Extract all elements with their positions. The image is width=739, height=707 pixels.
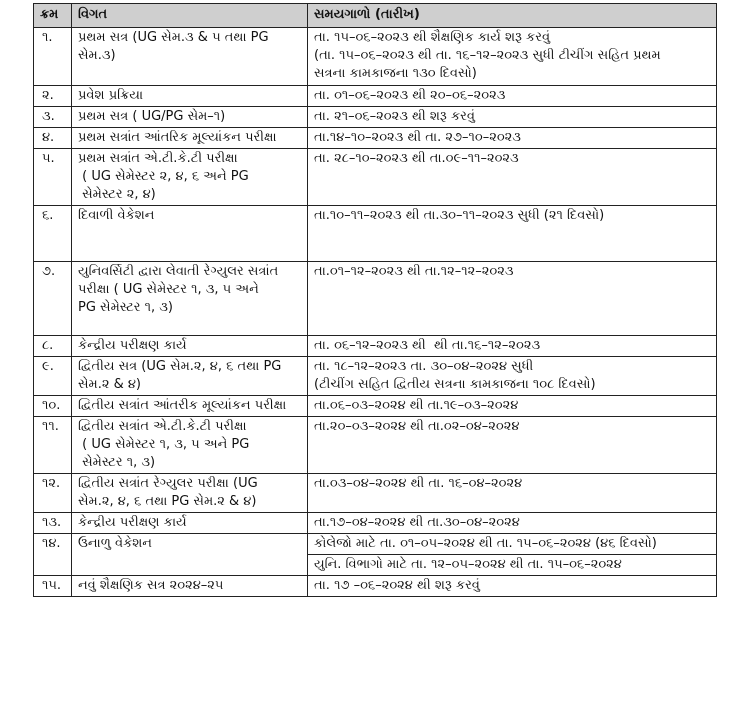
detail-cell (72, 28, 308, 86)
table-row (34, 107, 717, 128)
cell-line: ( UG સેમેસ્ટર ૨, ૪, ૬ અને PG (78, 169, 249, 184)
table-row (34, 28, 717, 86)
cell-line: સેમેસ્ટર ૨, ૪) (78, 187, 156, 202)
cell-line: પ્રથમ સત્રાંત આંતરિક મૂલ્યાંકન પરીક્ષા (78, 130, 277, 145)
serial-cell: ૩. (34, 107, 72, 128)
cell-line: યુનિ. વિભાગો માટે તા. ૧૨–૦૫–૨૦૨૪ થી તા. ૧૫–૦૬–૨૦૨૪ (314, 557, 622, 572)
period-cell (308, 534, 717, 555)
period-cell (308, 262, 717, 336)
cell-line: સેમ.૩) (78, 48, 116, 63)
table-row (34, 474, 717, 513)
detail-cell (72, 396, 308, 417)
cell-line: દિવાળી વેકેશન (78, 208, 155, 223)
period-cell (308, 474, 717, 513)
period-cell (308, 396, 717, 417)
table-row (34, 417, 717, 474)
cell-line: તા. ૧૭ –૦૬–૨૦૨૪ થી શરૂ કરવું (314, 578, 480, 593)
cell-line: નવું શૈક્ષણિક સત્ર ૨૦૨૪–૨૫ (78, 578, 224, 593)
table-row (34, 357, 717, 396)
cell-line: તા. ૦૧–૦૬–૨૦૨૩ થી ૨૦–૦૬–૨૦૨૩ (314, 88, 506, 103)
cell-line: તા. ૧૮–૧૨–૨૦૨૩ તા. ૩૦–૦૪–૨૦૨૪ સુધી (314, 359, 534, 374)
serial-cell: ૧૪. (34, 534, 72, 576)
detail-cell (72, 206, 308, 262)
serial-cell: ૯. (34, 357, 72, 396)
detail-cell (72, 513, 308, 534)
period-cell (308, 513, 717, 534)
period-cell (308, 28, 717, 86)
detail-cell (72, 357, 308, 396)
period-cell (308, 86, 717, 107)
cell-line: પરીક્ષા ( UG સેમેસ્ટર ૧, ૩, ૫ અને (78, 282, 259, 297)
table-row (34, 128, 717, 149)
cell-line: ( UG સેમેસ્ટર ૧, ૩, ૫ અને PG (78, 437, 250, 452)
table-row (34, 513, 717, 534)
cell-line: તા.૦૩–૦૪–૨૦૨૪ થી તા. ૧૬–૦૪–૨૦૨૪ (314, 476, 523, 491)
cell-line: પ્રવેશ પ્રક્રિયા (78, 88, 144, 103)
detail-cell (72, 576, 308, 597)
detail-cell (72, 336, 308, 357)
cell-line: દ્વિતીય સત્રાંત એ.ટી.કે.ટી પરીક્ષા (78, 419, 247, 434)
cell-line: કેન્દ્રીય પરીક્ષણ કાર્ય (78, 515, 187, 530)
table-row (34, 149, 717, 206)
cell-line: દ્વિતીય સત્રાંત આંતરીક મૂલ્યાંકન પરીક્ષા (78, 398, 287, 413)
detail-cell (72, 534, 308, 576)
serial-cell: ૪. (34, 128, 72, 149)
period-cell (308, 576, 717, 597)
cell-line: સેમ.૨ & ૪) (78, 377, 142, 392)
serial-cell: ૮. (34, 336, 72, 357)
detail-cell (72, 474, 308, 513)
period-cell (308, 149, 717, 206)
serial-cell: ૧૦. (34, 396, 72, 417)
cell-line: પ્રથમ સત્ર ( UG/PG સેમ–૧) (78, 109, 226, 124)
serial-cell: ૧૩. (34, 513, 72, 534)
table-row (34, 262, 717, 336)
cell-line: તા. ૧૫–૦૬–૨૦૨૩ થી શૈક્ષણિક કાર્ય શરૂ કરવું (314, 30, 551, 45)
period-cell (308, 357, 717, 396)
academic-calendar (33, 3, 716, 597)
cell-line: તા.૧૦–૧૧–૨૦૨૩ થી તા.૩૦–૧૧–૨૦૨૩ સુધી (૨૧ દિવસો) (314, 208, 605, 223)
cell-line: તા.૦૧–૧૨–૨૦૨૩ થી તા.૧૨–૧૨–૨૦૨૩ (314, 264, 514, 279)
serial-cell: ૬. (34, 206, 72, 262)
detail-cell (72, 128, 308, 149)
cell-line: કેન્દ્રીય પરીક્ષણ કાર્ય (78, 338, 187, 353)
cell-line: તા.૧૭–૦૪–૨૦૨૪ થી તા.૩૦–૦૪–૨૦૨૪ (314, 515, 520, 530)
cell-line: PG સેમેસ્ટર ૧, ૩) (78, 300, 173, 315)
header-serial: ક્રમ (34, 4, 72, 28)
cell-line: કોલેજો માટે તા. ૦૧–૦૫–૨૦૨૪ થી તા. ૧૫–૦૬–૨૦૨૪ (૪૬ દિવસો) (314, 536, 657, 551)
serial-cell: ૨. (34, 86, 72, 107)
header-detail: વિગત (72, 4, 308, 28)
serial-cell: ૧. (34, 28, 72, 86)
period-cell (308, 128, 717, 149)
cell-line: તા.૨૦–૦૩–૨૦૨૪ થી તા.૦૨–૦૪–૨૦૨૪ (314, 419, 520, 434)
serial-cell: ૧૧. (34, 417, 72, 474)
cell-line: પ્રથમ સત્ર (UG સેમ.૩ & ૫ તથા PG (78, 30, 269, 45)
calendar-table (33, 3, 717, 597)
table-row (34, 534, 717, 555)
cell-line: (ટીચીંગ સહિત દ્વિતીય સત્રના કામકાજના ૧૦૮ દિવસો) (314, 377, 596, 392)
header-period: સમયગાળો (તારીખ) (308, 4, 717, 28)
cell-line: તા. ૨૮–૧૦–૨૦૨૩ થી તા.૦૯–૧૧–૨૦૨૩ (314, 151, 519, 166)
cell-line: પ્રથમ સત્રાંત એ.ટી.કે.ટી પરીક્ષા (78, 151, 238, 166)
serial-cell: ૭. (34, 262, 72, 336)
cell-line: ઉનાળુ વેકેશન (78, 536, 152, 551)
detail-cell (72, 149, 308, 206)
table-row (34, 206, 717, 262)
cell-line: સત્રના કામકાજના ૧૩૦ દિવસો) (314, 66, 477, 81)
table-row (34, 396, 717, 417)
period-cell (308, 206, 717, 262)
cell-line: યુનિવર્સિટી દ્વારા લેવાતી રેગ્યુલર સત્રાંત (78, 264, 279, 279)
serial-cell: ૧૨. (34, 474, 72, 513)
cell-line: સેમ.૨, ૪, ૬ તથા PG સેમ.૨ & ૪) (78, 494, 257, 509)
header-row (34, 4, 717, 28)
period-cell (308, 555, 717, 576)
period-cell (308, 107, 717, 128)
cell-line: તા.૦૬–૦૩–૨૦૨૪ થી તા.૧૯–૦૩–૨૦૨૪ (314, 398, 519, 413)
cell-line: તા. ૨૧–૦૬–૨૦૨૩ થી શરૂ કરવું (314, 109, 475, 124)
table-row (34, 336, 717, 357)
detail-cell (72, 262, 308, 336)
cell-line: સેમેસ્ટર ૧, ૩) (78, 455, 156, 470)
cell-line: દ્વિતીય સત્ર (UG સેમ.૨, ૪, ૬ તથા PG (78, 359, 282, 374)
detail-cell (72, 86, 308, 107)
detail-cell (72, 107, 308, 128)
table-row (34, 576, 717, 597)
table-body (34, 28, 717, 597)
serial-cell: ૫. (34, 149, 72, 206)
cell-line: તા.૧૪–૧૦–૨૦૨૩ થી તા. ૨૭–૧૦–૨૦૨૩ (314, 130, 521, 145)
period-cell (308, 336, 717, 357)
table-row (34, 86, 717, 107)
detail-cell (72, 417, 308, 474)
cell-line: (તા. ૧૫–૦૬–૨૦૨૩ થી તા. ૧૬–૧૨–૨૦૨૩ સુધી ટીચીંગ સહિત પ્રથમ (314, 48, 661, 63)
cell-line: દ્વિતીય સત્રાંત રેગ્યુલર પરીક્ષા (UG (78, 476, 258, 491)
serial-cell: ૧૫. (34, 576, 72, 597)
period-cell (308, 417, 717, 474)
cell-line: તા. ૦૬–૧૨–૨૦૨૩ થી થી તા.૧૬–૧૨–૨૦૨૩ (314, 338, 541, 353)
